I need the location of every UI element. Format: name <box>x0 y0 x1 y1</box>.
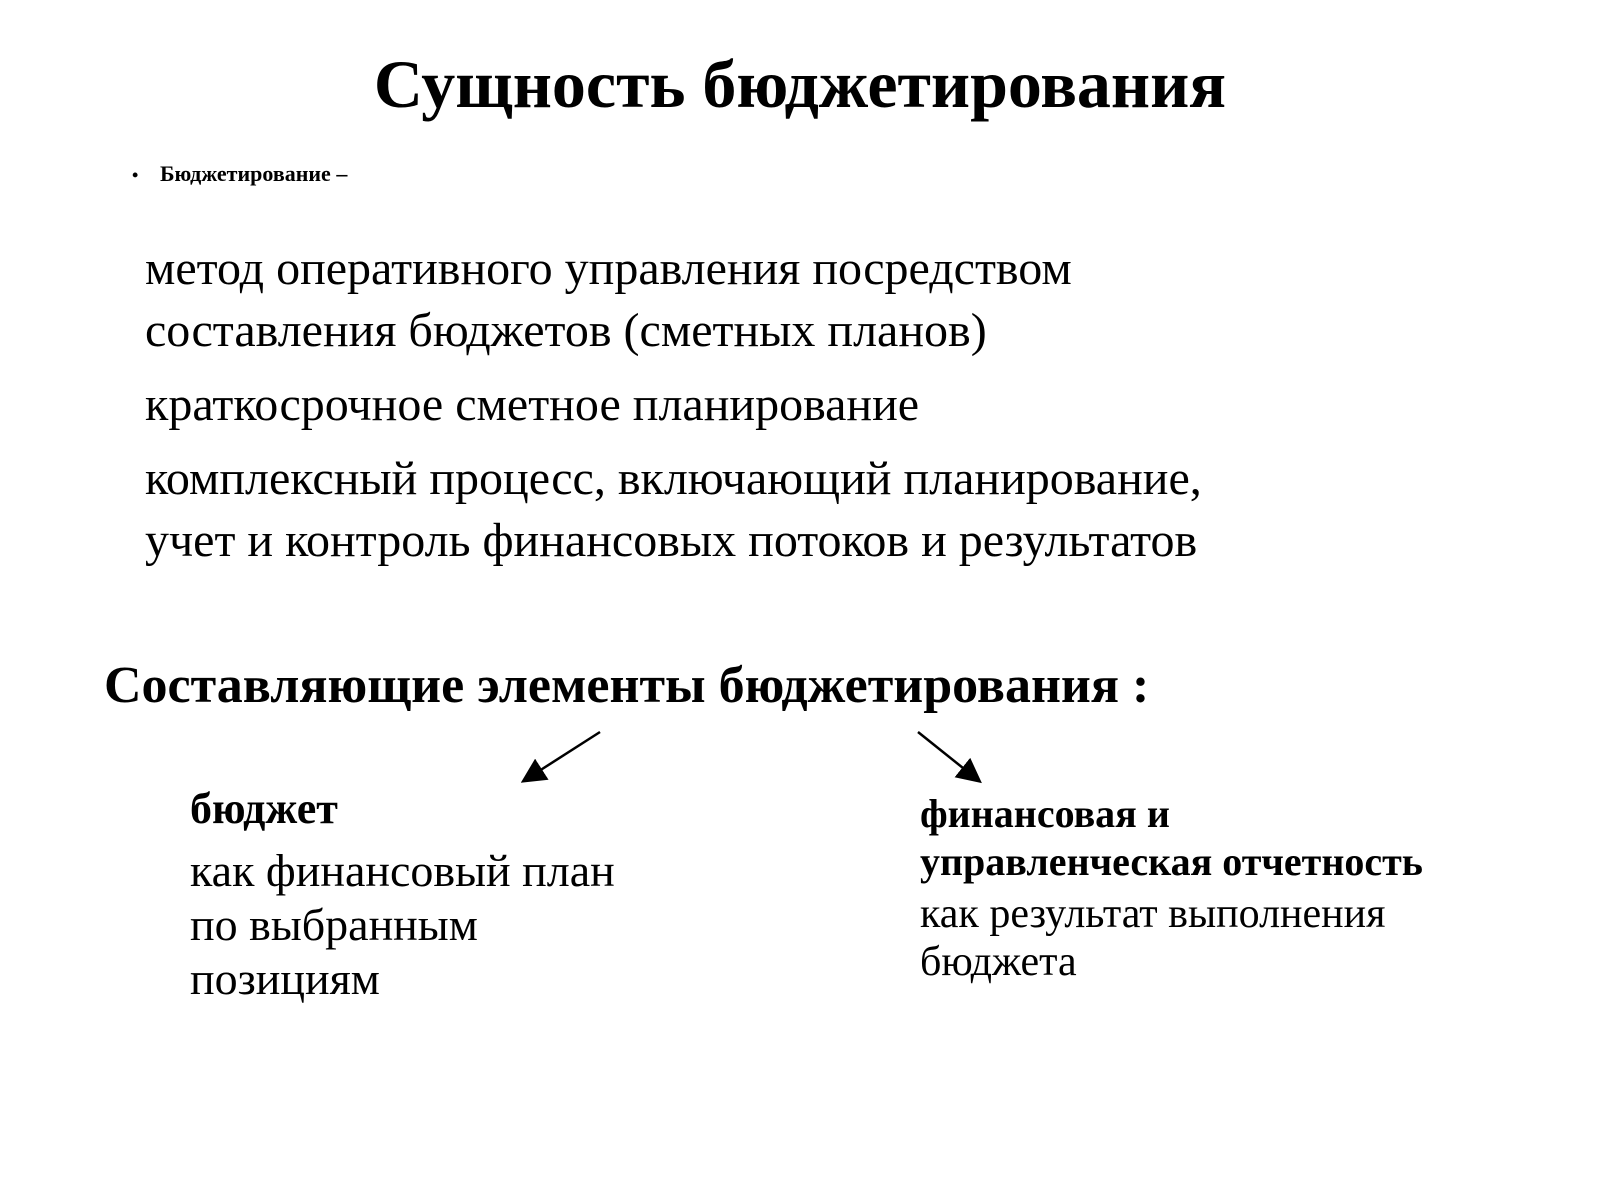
definition-line: метод оперативного управления посредством <box>145 242 1072 295</box>
element-name-line: финансовая и <box>920 791 1170 836</box>
element-name <box>920 790 1580 886</box>
element-description <box>920 890 1580 986</box>
definition-line: составления бюджетов (сметных планов) <box>145 304 987 357</box>
definition-item <box>145 448 1565 572</box>
bullet-icon: • <box>132 165 139 185</box>
element-name-line: бюджет <box>190 784 338 833</box>
arrow-left <box>525 732 600 780</box>
definition-item <box>145 238 1565 362</box>
element-desc-line: позициям <box>190 953 380 1004</box>
element-desc-line: как результат выполнения <box>920 891 1386 937</box>
definition-line: краткосрочное сметное планирование <box>145 378 920 431</box>
components-heading: Составляющие элементы бюджетирования : <box>104 657 1150 714</box>
element-description <box>190 844 810 1006</box>
element-desc-line: бюджета <box>920 939 1077 985</box>
definition-item <box>145 374 1565 436</box>
term-row <box>132 160 347 189</box>
element-desc-line: как финансовый план <box>190 845 615 896</box>
arrow-right <box>918 732 978 780</box>
slide-title: Сущность бюджетирования <box>373 46 1227 122</box>
element-name <box>190 780 810 838</box>
element-desc-line: по выбранным <box>190 899 478 950</box>
definition-line: комплексный процесс, включающий планирование, <box>145 452 1202 505</box>
element-name-line: управленческая отчетность <box>920 839 1423 884</box>
element-reporting <box>920 790 1580 986</box>
term-label: Бюджетирование – <box>160 161 348 186</box>
element-budget <box>190 780 810 1006</box>
definitions-list <box>145 238 1565 584</box>
definition-line: учет и контроль финансовых потоков и результатов <box>145 514 1198 567</box>
